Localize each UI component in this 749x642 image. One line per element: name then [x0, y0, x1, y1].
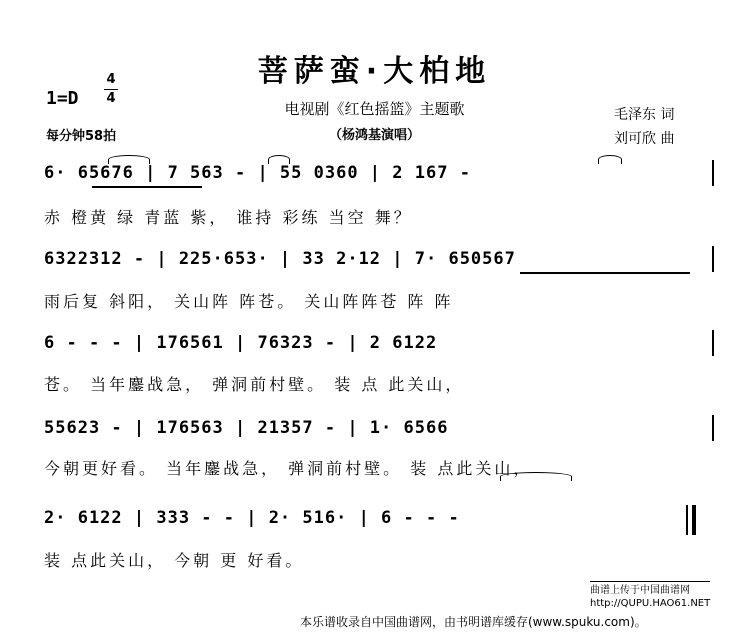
barline — [712, 330, 714, 356]
slur — [598, 155, 622, 164]
notation-row-5: 2· 6122 | 333 - - | 2· 516· | 6 - - - — [44, 508, 460, 528]
barline — [712, 415, 714, 441]
lyrics-row-3: 苍。 当年鏖战急， 弹洞前村壁。 装 点 此关山， — [44, 375, 465, 394]
beam-underline — [520, 272, 690, 274]
site-watermark-line2: http://QUPU.HAO61.NET — [590, 598, 711, 609]
footer-note: 本乐谱收录自中国曲谱网，由书明谱库缓存(www.spuku.com)。 — [300, 615, 647, 629]
lyricist-credit: 毛泽东 词 — [614, 107, 675, 123]
composer-credit: 刘可欣 曲 — [614, 131, 675, 147]
subtitle: 电视剧《红色摇篮》主题歌 — [284, 100, 465, 118]
tempo-marking: 每分钟58拍 — [46, 129, 117, 144]
notation-row-2: 6322312 - | 225·653· | 33 2·12 | 7· 650567 — [44, 249, 516, 269]
notation-row-1: 6· 65676 | 7 563 - | 55 0360 | 2 167 - — [44, 163, 471, 183]
slur — [108, 155, 150, 164]
performer: （杨鸿基演唱） — [328, 128, 420, 143]
barline — [712, 246, 714, 272]
page-title: 菩萨蛮·大柏地 — [257, 54, 492, 89]
lyrics-row-2: 雨后复 斜阳， 关山阵 阵苍。 关山阵阵苍 阵 阵 — [44, 292, 454, 311]
barline — [712, 160, 714, 186]
final-barline-thin — [686, 505, 688, 535]
time-signature-top: 4 — [106, 72, 116, 87]
lyrics-row-1: 赤 橙黄 绿 青蓝 紫， 谁持 彩练 当空 舞？ — [44, 208, 413, 227]
final-barline-thick — [692, 505, 696, 535]
notation-row-3: 6 - - - | 176561 | 76323 - | 2 6122 — [44, 333, 438, 353]
lyrics-row-4: 今朝更好看。 当年鏖战急， 弹洞前村壁。 装 点此关山， — [44, 459, 533, 478]
notation-row-4: 55623 - | 176563 | 21357 - | 1· 6566 — [44, 418, 449, 438]
site-watermark-line1: 曲谱上传于中国曲谱网 — [590, 585, 690, 596]
slur — [268, 155, 290, 164]
slur — [500, 472, 572, 481]
time-signature-bottom: 4 — [106, 91, 116, 106]
key-signature: 1=D — [46, 88, 79, 109]
beam-underline — [92, 186, 202, 188]
lyrics-row-5: 装 点此关山， 今朝 更 好看。 — [44, 551, 305, 570]
site-watermark — [590, 581, 710, 610]
